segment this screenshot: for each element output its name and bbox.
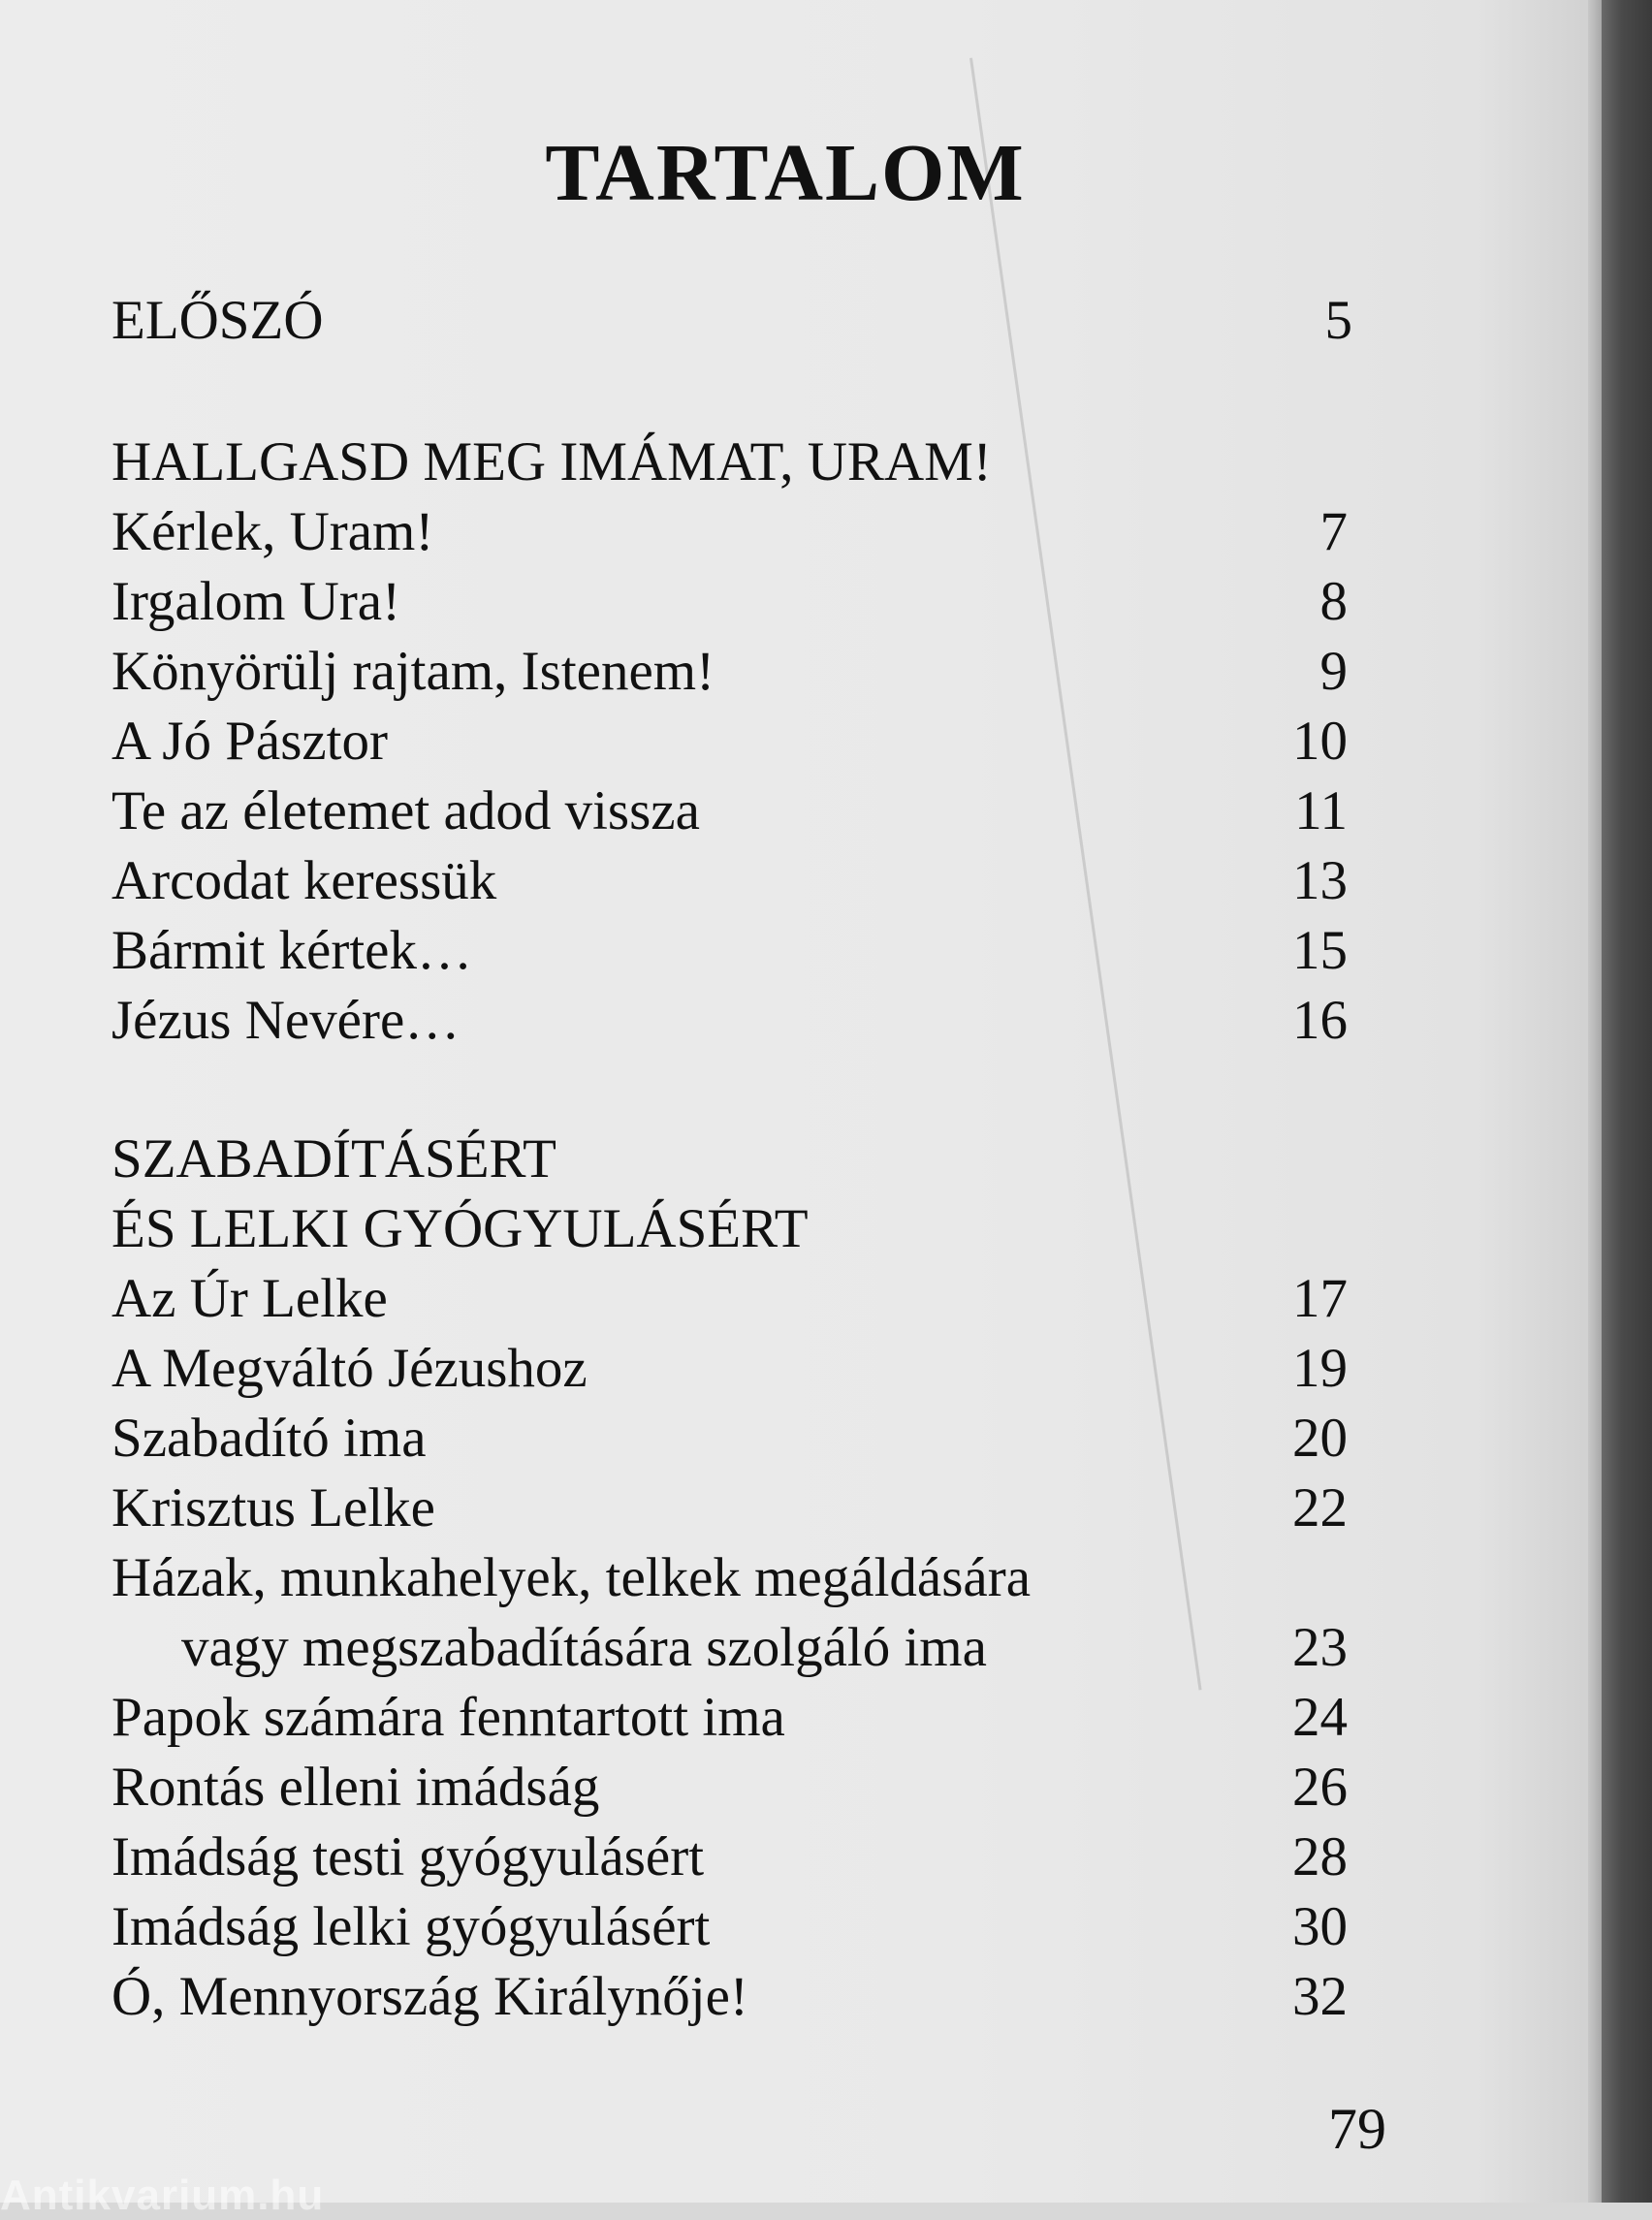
toc-entry-page: 8 bbox=[1319, 571, 1348, 632]
toc-entry-text: Papok számára fenntartott ima bbox=[111, 1687, 785, 1748]
toc-entry-page: 17 bbox=[1292, 1268, 1348, 1329]
toc-entry bbox=[111, 1823, 1348, 1892]
toc-entry-text: Szabadító ima bbox=[111, 1408, 427, 1469]
toc-entry-text: Jézus Nevére… bbox=[111, 990, 461, 1051]
toc-section-heading bbox=[111, 1125, 1348, 1194]
toc-entry bbox=[111, 1543, 1348, 1613]
toc-entry-text: Házak, munkahelyek, telkek megáldására bbox=[111, 1547, 1031, 1608]
toc-entry-text: Krisztus Lelke bbox=[111, 1477, 435, 1538]
toc-entry bbox=[111, 777, 1348, 846]
toc-entry bbox=[111, 1753, 1348, 1823]
toc-entry-page: 24 bbox=[1292, 1687, 1348, 1748]
toc-entry-page: 15 bbox=[1292, 920, 1348, 981]
toc-entry-page: 13 bbox=[1292, 850, 1348, 911]
toc-entry bbox=[111, 1264, 1348, 1334]
toc-entry-text: Te az életemet adod vissza bbox=[111, 780, 700, 841]
toc-entry-text: Irgalom Ura! bbox=[111, 571, 401, 632]
page-title: TARTALOM bbox=[545, 128, 1026, 218]
toc-entry-text: Bármit kértek… bbox=[111, 920, 472, 981]
toc-entry-text: vagy megszabadítására szolgáló ima bbox=[181, 1617, 987, 1678]
toc-entry-page: 20 bbox=[1292, 1408, 1348, 1469]
toc-entry-page: 7 bbox=[1319, 501, 1348, 562]
toc-entry bbox=[111, 1404, 1348, 1474]
toc-entry bbox=[111, 567, 1348, 637]
toc-entry-text: SZABADÍTÁSÉRT bbox=[111, 1128, 556, 1189]
toc-entry bbox=[111, 1962, 1348, 2032]
toc-entry bbox=[111, 707, 1348, 777]
toc-entry bbox=[111, 637, 1348, 707]
toc-entry-page: 30 bbox=[1292, 1896, 1348, 1957]
toc-entry bbox=[111, 1474, 1348, 1543]
toc-entry-page: 5 bbox=[1324, 290, 1352, 351]
toc-entry-page: 32 bbox=[1292, 1966, 1348, 2027]
toc-entry-text: A Jó Pásztor bbox=[111, 711, 388, 772]
toc-entry-page: 9 bbox=[1319, 641, 1348, 702]
toc-entry bbox=[111, 846, 1348, 916]
toc-entry-text: Arcodat keressük bbox=[111, 850, 497, 911]
toc-entry-text: A Megváltó Jézushoz bbox=[111, 1338, 588, 1399]
toc-entry-continuation bbox=[111, 1613, 1348, 1683]
toc-entry bbox=[111, 1334, 1348, 1404]
toc-entry bbox=[111, 1683, 1348, 1753]
toc-entry-page: 22 bbox=[1292, 1477, 1348, 1538]
toc-entry-text: Kérlek, Uram! bbox=[111, 501, 434, 562]
toc-entry-text: ÉS LELKI GYÓGYULÁSÉRT bbox=[111, 1198, 809, 1259]
toc-entry-page: 23 bbox=[1292, 1617, 1348, 1678]
book-spine-shadow bbox=[1602, 0, 1652, 2203]
toc-entry-text: Ó, Mennyország Királynője! bbox=[111, 1966, 748, 2027]
toc-entry-page: 11 bbox=[1294, 780, 1348, 841]
toc-entry-text: Az Úr Lelke bbox=[111, 1268, 388, 1329]
toc-section-heading bbox=[111, 1194, 1348, 1264]
toc-entry-text: Könyörülj rajtam, Istenem! bbox=[111, 641, 715, 702]
watermark: Antikvarium.hu bbox=[0, 2172, 325, 2219]
toc-section-heading bbox=[111, 428, 1348, 497]
page-edge bbox=[1588, 0, 1602, 2203]
page-number: 79 bbox=[1328, 2097, 1386, 2161]
toc-entry-text: ELŐSZÓ bbox=[111, 290, 324, 351]
toc-entry bbox=[111, 916, 1348, 986]
toc-entry-page: 10 bbox=[1292, 711, 1348, 772]
toc-entry bbox=[111, 1892, 1348, 1962]
toc-entry-text: Rontás elleni imádság bbox=[111, 1757, 600, 1818]
toc-entry-page: 19 bbox=[1292, 1338, 1348, 1399]
toc-entry bbox=[111, 986, 1348, 1056]
toc-entry-text: Imádság testi gyógyulásért bbox=[111, 1826, 705, 1887]
toc-entry-foreword bbox=[111, 286, 1352, 356]
toc-entry bbox=[111, 497, 1348, 567]
toc-entry-text: Imádság lelki gyógyulásért bbox=[111, 1896, 711, 1957]
toc-entry-page: 26 bbox=[1292, 1757, 1348, 1818]
toc-entry-text: HALLGASD MEG IMÁMAT, URAM! bbox=[111, 431, 992, 492]
toc-entry-page: 28 bbox=[1292, 1826, 1348, 1887]
toc-entry-page: 16 bbox=[1292, 990, 1348, 1051]
